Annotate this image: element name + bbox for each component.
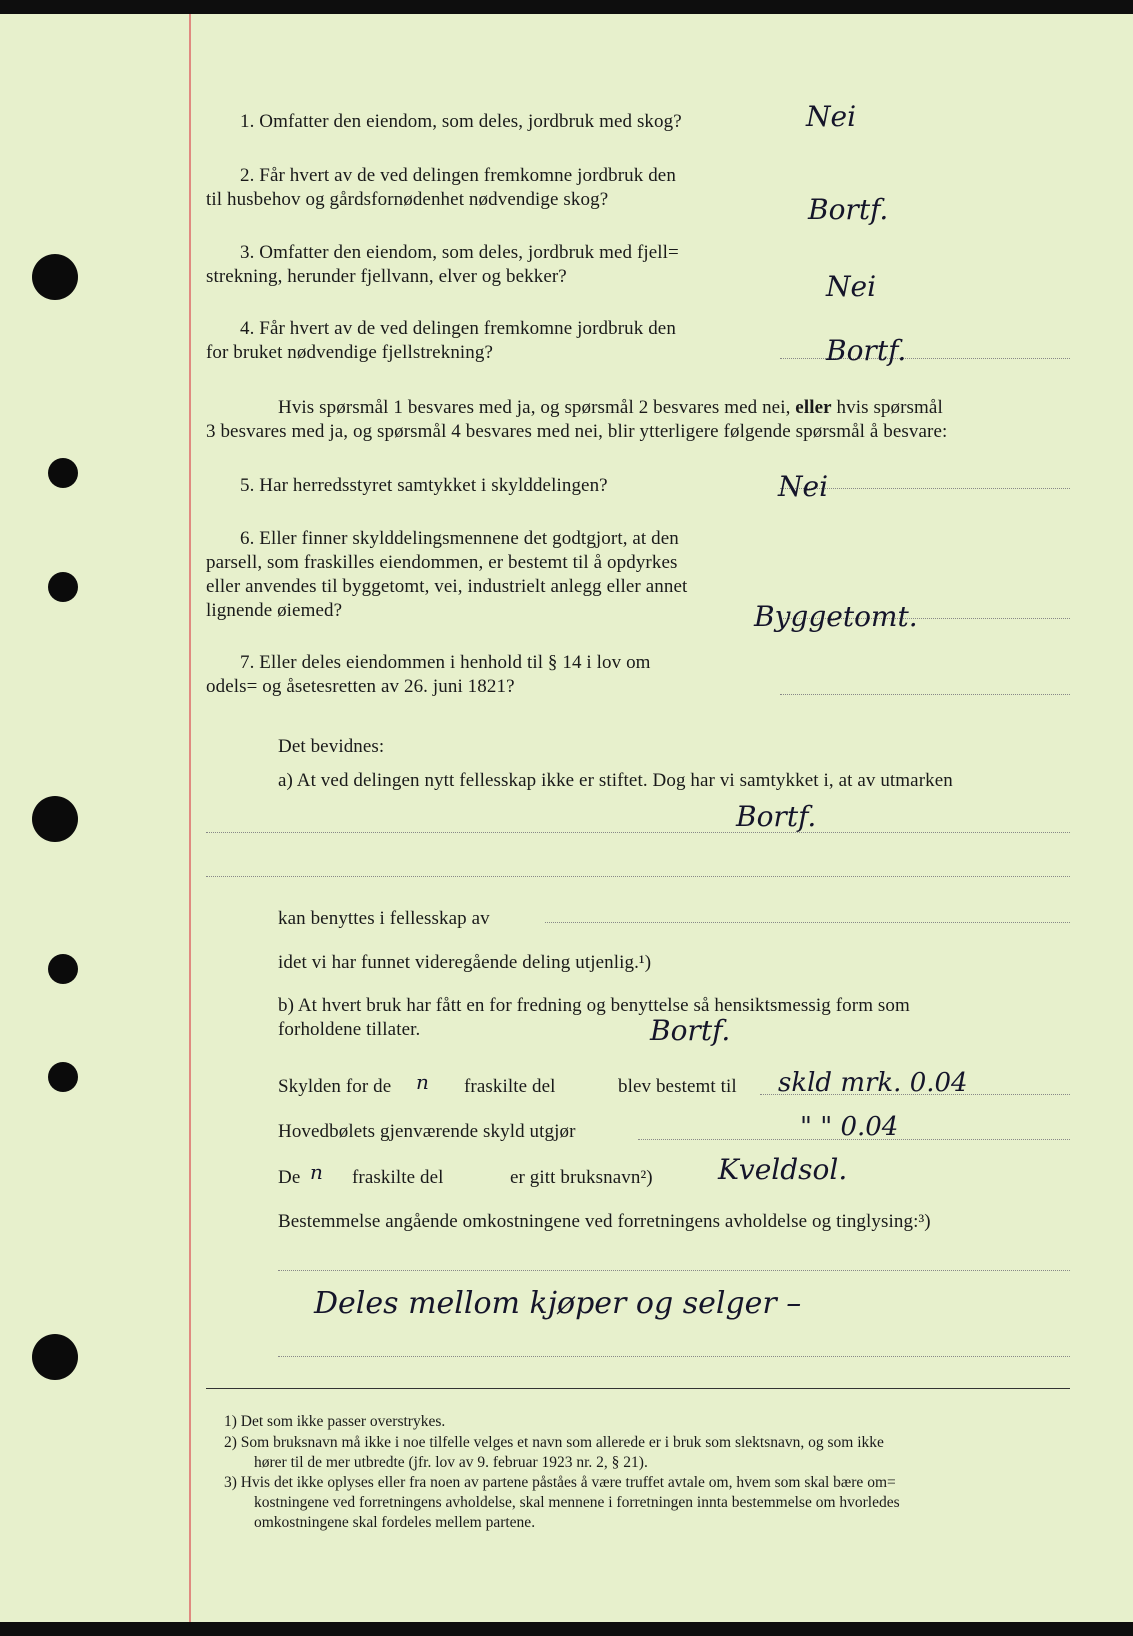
answer-2: Bortf. bbox=[808, 193, 889, 226]
statement-b-line-1: b) At hvert bruk har fått en for fredning og benyttelse så hensiktsmessig form som bbox=[278, 995, 910, 1016]
bestemmelse-label: Bestemmelse angående omkostningene ved forretningens avholdelse og tinglysing:³) bbox=[278, 1211, 931, 1232]
punch-hole bbox=[48, 954, 78, 984]
skylden-label: Skylden for de bbox=[278, 1076, 392, 1097]
answer-5: Nei bbox=[778, 470, 829, 503]
punch-hole bbox=[48, 572, 78, 602]
punch-hole bbox=[32, 254, 78, 300]
de-label: De bbox=[278, 1167, 301, 1188]
footnote-1: 1) Det som ikke passer overstrykes. bbox=[224, 1413, 446, 1430]
question-4-line-2: for bruket nødvendige fjellstrekning? bbox=[206, 342, 494, 363]
punch-hole bbox=[32, 796, 78, 842]
fill-line bbox=[545, 922, 1070, 923]
condition-bold: eller bbox=[795, 397, 832, 418]
question-6-line-3: eller anvendes til byggetomt, vei, industrielt anlegg eller annet bbox=[206, 576, 688, 597]
footnote-2-line-2: hører til de mer utbredte (jfr. lov av 9. februar 1923 nr. 2, § 21). bbox=[254, 1454, 648, 1471]
question-1: 1. Omfatter den eiendom, som deles, jordbruk med skog? bbox=[240, 111, 682, 132]
question-3-line-2: strekning, herunder fjellvann, elver og bekker? bbox=[206, 266, 567, 287]
de-gitt-mark: n bbox=[310, 1160, 323, 1184]
question-6-line-1: 6. Eller finner skylddelingsmennene det godtgjort, at den bbox=[240, 528, 679, 549]
de-fraskilte-mark: n bbox=[416, 1070, 429, 1094]
question-6-line-4: lignende øiemed? bbox=[206, 600, 343, 621]
idet-text: idet vi har funnet videregående deling utjenlig.¹) bbox=[278, 952, 652, 973]
answer-4: Bortf. bbox=[826, 334, 907, 367]
footnote-3-line-2: kostningene ved forretningens avholdelse, skal mennene i forretningen innta bestemmelse om hvorledes bbox=[254, 1494, 900, 1511]
footnote-rule bbox=[206, 1388, 1070, 1389]
condition-line-1 bbox=[278, 397, 943, 419]
answer-1: Nei bbox=[806, 100, 857, 133]
fill-line bbox=[278, 1270, 1070, 1271]
de-bruksnavn-label: er gitt bruksnavn²) bbox=[510, 1167, 653, 1188]
fill-line bbox=[206, 876, 1070, 877]
condition-line-2: 3 besvares med ja, og spørsmål 4 besvares med nei, blir ytterligere følgende spørsmål å besvare: bbox=[206, 421, 948, 442]
answer-6: Byggetomt. bbox=[754, 600, 918, 633]
question-4-line-1: 4. Får hvert av de ved delingen fremkomne jordbruk den bbox=[240, 318, 676, 339]
condition-text: Hvis spørsmål 1 besvares med ja, og spørsmål 2 besvares med nei, bbox=[278, 397, 791, 418]
omkost-answer: Deles mellom kjøper og selger – bbox=[314, 1286, 802, 1321]
footnote-3-line-3: omkostningene skal fordeles mellem partene. bbox=[254, 1514, 536, 1531]
answer-line bbox=[780, 694, 1070, 695]
margin-line bbox=[189, 14, 191, 1622]
question-6-line-2: parsell, som fraskilles eiendommen, er bestemt til å opdyrkes bbox=[206, 552, 678, 573]
question-7-line-2: odels⁠= og åsetesretten av 26. juni 1821? bbox=[206, 676, 515, 697]
hovedbol-value: " " 0.04 bbox=[800, 1112, 899, 1142]
question-2-line-2: til husbehov og gårdsfornødenhet nødvendige skog? bbox=[206, 189, 609, 210]
skyld-value: skld mrk. 0.04 bbox=[778, 1068, 968, 1098]
skylden-bestemt: blev bestemt til bbox=[618, 1076, 737, 1097]
statement-b-line-2: forholdene tillater. bbox=[278, 1019, 421, 1040]
fellesskap-label: kan benyttes i fellesskap av bbox=[278, 908, 490, 929]
bruksnavn-value: Kveldsol. bbox=[718, 1153, 848, 1186]
question-3-line-1: 3. Omfatter den eiendom, som deles, jordbruk med fjell⁠= bbox=[240, 242, 679, 263]
punch-hole bbox=[32, 1334, 78, 1380]
answer-utmark: Bortf. bbox=[736, 800, 817, 833]
de-fraskilte: fraskilte del bbox=[352, 1167, 444, 1188]
answer-3: Nei bbox=[826, 270, 877, 303]
footnote-3-line-1: 3) Hvis det ikke oplyses eller fra noen av partene påståes å være truffet avtale om, hvem som skal bære om⁠= bbox=[224, 1474, 896, 1491]
hovedbol-label: Hovedbølets gjenværende skyld utgjør bbox=[278, 1121, 576, 1142]
fill-line bbox=[206, 832, 1070, 833]
bevidnes-heading: Det bevidnes: bbox=[278, 736, 385, 757]
punch-hole bbox=[48, 458, 78, 488]
question-7-line-1: 7. Eller deles eiendommen i henhold til § 14 i lov om bbox=[240, 652, 651, 673]
question-5: 5. Har herredsstyret samtykket i skylddelingen? bbox=[240, 475, 608, 496]
fill-line bbox=[278, 1356, 1070, 1357]
punch-hole bbox=[48, 1062, 78, 1092]
footnote-2-line-1: 2) Som bruksnavn må ikke i noe tilfelle velges et navn som allerede er i bruk som slektsnavn, og som ikke bbox=[224, 1434, 884, 1451]
statement-a: a) At ved delingen nytt fellesskap ikke er stiftet. Dog har vi samtykket i, at av utmarken bbox=[278, 770, 953, 791]
question-2-line-1: 2. Får hvert av de ved delingen fremkomne jordbruk den bbox=[240, 165, 676, 186]
condition-text: hvis spørsmål bbox=[836, 397, 943, 418]
answer-b: Bortf. bbox=[650, 1014, 731, 1047]
answer-line bbox=[780, 358, 1070, 359]
skylden-fraskilte: fraskilte del bbox=[464, 1076, 556, 1097]
